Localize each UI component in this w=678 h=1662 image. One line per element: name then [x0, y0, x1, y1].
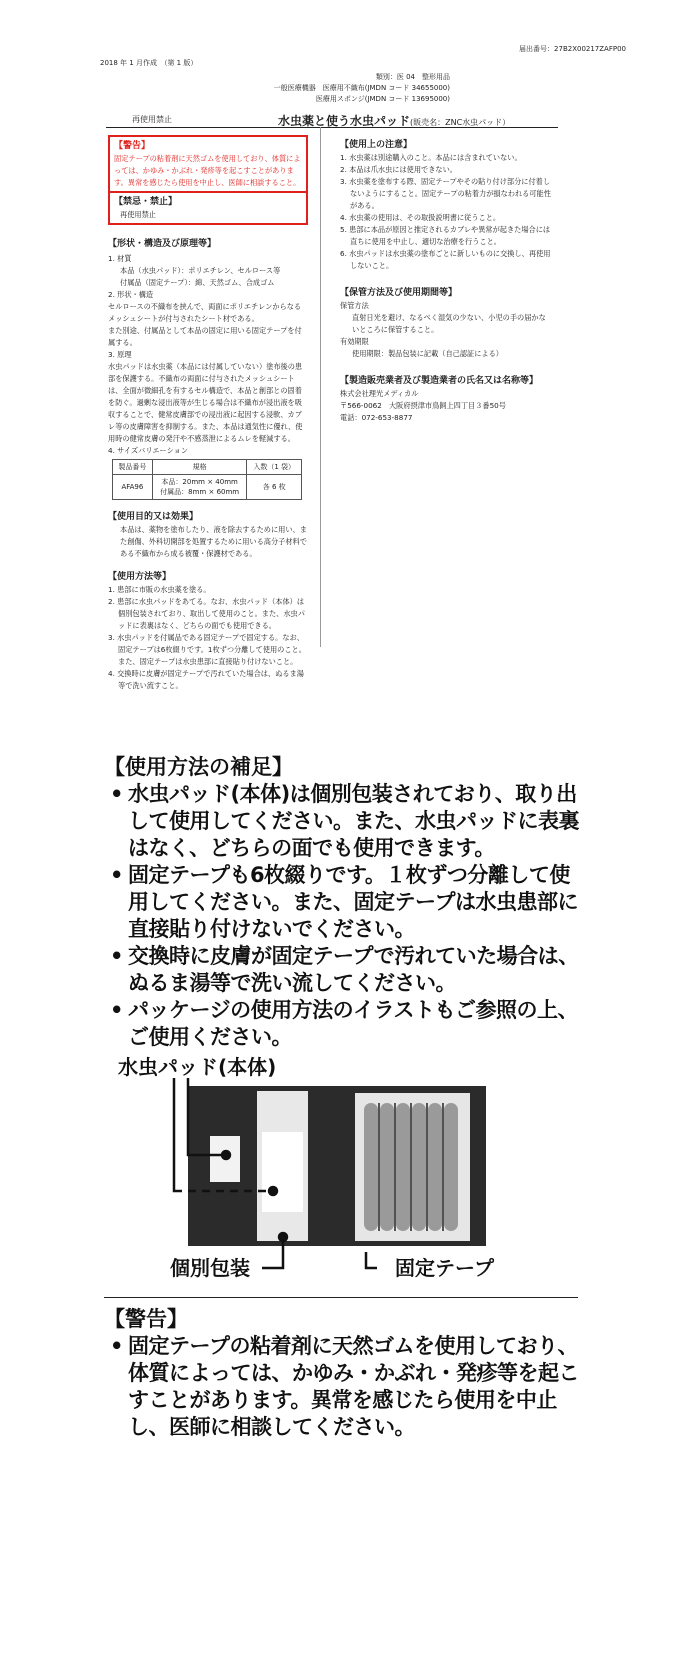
table-header: 入数（1 袋） [247, 460, 302, 475]
structure-line: また別途、付属品として本品の固定に用いる固定テープを付属する。 [108, 326, 302, 347]
no-reuse-label: 再使用禁止 [132, 115, 172, 124]
purpose-text: 本品は、薬物を塗布したり、液を除去するために用い、また創傷、外科切開部を処置するために用いる高分子材料である不織布から成る被覆・保護材である。 [120, 525, 307, 558]
precaution-item: 3. 水虫薬を塗布する際、固定テープやその貼り付け部分に付着しないようにすること。固定テープの粘着力が損なわれる可能性がある。 [340, 177, 551, 210]
structure-line: 付属品（固定テープ）：綿、天然ゴム、合成ゴム [120, 278, 275, 287]
figure-label-wrap: 個別包装 [170, 1256, 250, 1280]
fixing-tape-sheet [355, 1093, 470, 1241]
precautions-heading: 【使用上の注意】 [340, 140, 413, 150]
bullet-text: 水虫パッド(本体)は個別包装されており、取り出して使用してください。また、水虫パッドに表裏はなく、どちらの面でも使用できます。 [128, 782, 579, 860]
usage-item: 2. 患部に水虫パッドをあてる。なお、水虫パッド（本体）は個別包装されており、取出して使用のこと。また、水虫パッドに表裏はなく、どちらの面でも使用できる。 [108, 597, 305, 630]
classification-line: 類別：医 04 整形用品 [375, 73, 450, 81]
maker-line: 電話：072-653-8877 [340, 413, 413, 422]
usage-item: 3. 水虫パッドを付属品である固定テープで固定する。なお、固定テープは6枚綴りです。1枚ずつ分離して使用のこと。また、固定テープは水虫患部に直接貼り付けないこと。 [108, 633, 306, 666]
bullet-text: 固定テープも6枚綴りです。１枚ずつ分離して使用してください。また、固定テープは水虫患部に直接貼り付けないでください。 [128, 863, 578, 941]
bullet-glyph: • [110, 782, 123, 806]
individual-wrapper [257, 1091, 308, 1241]
maker-heading: 【製造販売業者及び製造業者の氏名又は名称等】 [340, 376, 539, 386]
bottom-divider [104, 1297, 578, 1298]
document-number: 届出番号：27B2X00217ZAFP00 [519, 45, 626, 53]
figure-label-tape: 固定テープ [395, 1256, 494, 1280]
prohibition-heading: 【禁忌・禁止】 [114, 197, 178, 207]
bullet-text: パッケージの使用方法のイラストもご参照の上、ご使用ください。 [128, 998, 578, 1049]
precaution-item: 4. 水虫薬の使用は、その取扱説明書に従うこと。 [340, 213, 501, 222]
storage-method-label: 保管方法 [340, 301, 369, 310]
purpose-heading: 【使用目的又は効果】 [108, 512, 199, 522]
maker-line: 〒566-0062 大阪府摂津市鳥飼上四丁目３番50号 [340, 401, 506, 410]
table-cell-product: AFA96 [113, 475, 153, 500]
bottom-warning-bullet [104, 1333, 582, 1441]
warning-heading: 【警告】 [114, 141, 151, 151]
precaution-item: 2. 本品は爪水虫には使用できない。 [340, 165, 457, 174]
figure-label-pad: 水虫パッド(本体) [118, 1055, 277, 1079]
warning-text: 固定テープの粘着剤に天然ゴムを使用しており、体質によっては、かゆみ・かぶれ・発疹等を起こすことがあります。異常を感じたら使用を中止し、医師に相談すること。 [114, 154, 301, 187]
usage-heading: 【使用方法等】 [108, 572, 172, 582]
table-cell-qty: 各 6 枚 [247, 475, 302, 500]
structure-line: 水虫パッドは水虫薬（本品には付属していない）塗布後の患部を保護する。不織布の両面に付与されたメッシュシートは、全面が微細孔を有するセル構造で、本品と創部との固着を防ぐ。過剰な浸出液等が生じる場合は不織布が浸出液を吸収することで、健常皮膚部での浸出液に起因する浸軟、カブレ等の皮膚障害を抑制する。また、本品は通気性に優れ、使用時の健常皮膚の発汗や不感蒸泄によるムレを軽減する。 [108, 362, 303, 443]
bullet-glyph: • [110, 944, 123, 968]
precaution-item: 5. 患部に本品が原因と推定されるカブレや異常が起きた場合には直ちに使用を中止し、適切な治療を行うこと。 [340, 225, 551, 246]
bullet-glyph: • [110, 863, 123, 887]
created-date: 2018 年 1 月作成 （第 1 版） [100, 59, 198, 67]
structure-line: 3. 原理 [108, 350, 132, 359]
bottom-warning-heading: 【警告】 [104, 1307, 188, 1331]
spec-line: 付属品：8mm × 60mm [160, 488, 240, 496]
title-main: 水虫薬と使う水虫パッド [278, 114, 411, 128]
bullet-glyph: • [110, 1334, 123, 1358]
usage-item: 4. 交換時に皮膚が固定テープで汚れていた場合は、ぬるま湯等で洗い流すこと。 [108, 669, 304, 690]
table-header: 製品番号 [113, 460, 153, 475]
precaution-item: 1. 水虫薬は別途購入のこと。本品には含まれていない。 [340, 153, 522, 162]
structure-line: 4. サイズバリエーション [108, 446, 189, 455]
bullet-text: 交換時に皮膚が固定テープで汚れていた場合は、ぬるま湯等で洗い流してください。 [128, 944, 579, 995]
storage-expiry-label: 有効期限 [340, 337, 369, 346]
structure-heading: 【形状・構造及び原理等】 [108, 239, 217, 249]
classification-line: 医療用スポンジ(JMDN コード 13695000) [315, 95, 450, 103]
spec-line: 本品：20mm × 40mm [161, 478, 238, 486]
bottom-warning [104, 1306, 582, 1441]
storage-expiry-text: 使用期限：製品包装に記載（自己認証による） [352, 349, 503, 358]
usage-item: 1. 患部に市販の水虫薬を塗る。 [108, 585, 211, 594]
classification-line: 一般医療機器 医療用不織布(JMDN コード 34655000) [273, 84, 450, 92]
maker-line: 株式会社理光メディカル [340, 389, 419, 398]
precaution-item: 6. 水虫パッドは水虫薬の塗布ごとに新しいものに交換し、再使用しないこと。 [340, 249, 551, 270]
title-sub: (販売名：ZNC水虫パッド） [410, 118, 511, 127]
structure-line: セルロースの不織布を挟んで、両面にポリエチレンからなるメッシュシートが付与されたシート材である。 [108, 302, 302, 323]
structure-line: 本品（水虫パッド）：ポリエチレン、セルロース等 [120, 266, 281, 275]
storage-heading: 【保管方法及び使用期間等】 [340, 288, 458, 298]
structure-line: 2. 形状・構造 [108, 290, 154, 299]
prohibition-text: 再使用禁止 [120, 210, 156, 219]
supplement-heading: 【使用方法の補足】 [104, 755, 293, 779]
bullet-glyph: • [110, 998, 123, 1022]
bottom-warning-text: 固定テープの粘着剤に天然ゴムを使用しており、体質によっては、かゆみ・かぶれ・発疹等を起こすことがあります。異常を感じたら使用を中止し、医師に相談してください。 [128, 1334, 579, 1439]
table-header: 規格 [152, 460, 247, 475]
structure-line: 1. 材質 [108, 254, 132, 263]
storage-method-text: 直射日光を避け、なるべく湿気の少ない、小児の手の届かないところに保管すること。 [352, 313, 546, 334]
